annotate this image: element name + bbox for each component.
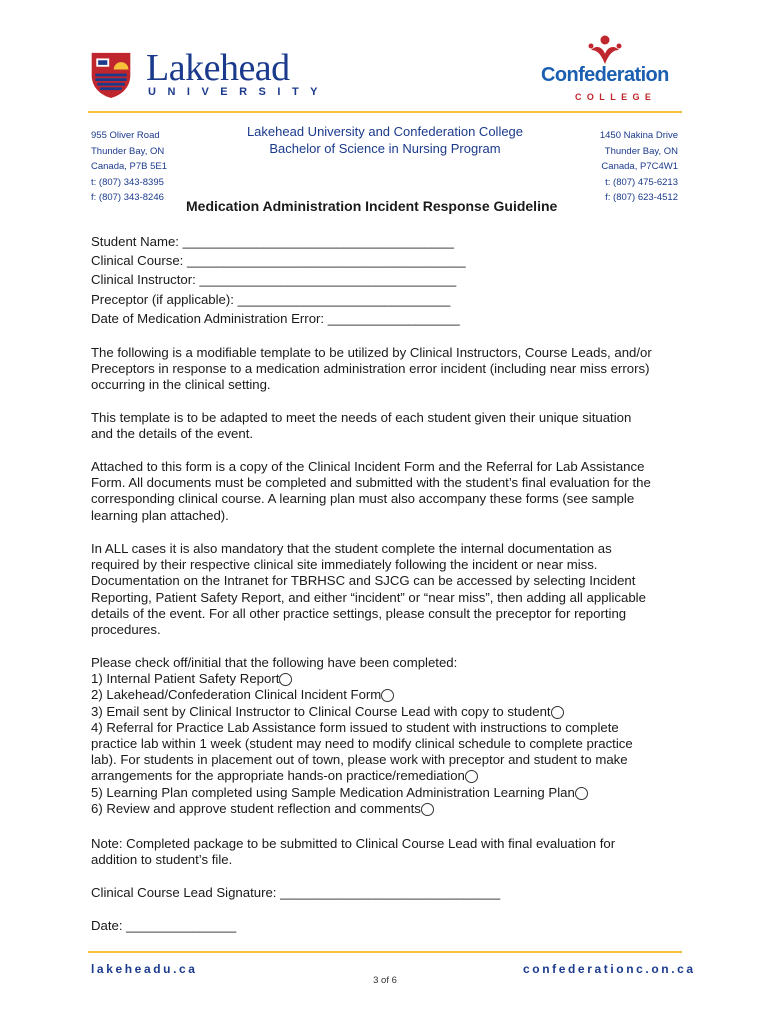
signature-field[interactable]: Clinical Course Lead Signature: ______________________________ — [91, 885, 501, 900]
student-name-field[interactable]: Student Name: _____________________________________ — [91, 234, 454, 249]
text-line: Reporting, Patient Safety Report, and either “incident” or “near miss”, then adding all applicable — [91, 589, 646, 605]
text-line: and the details of the event. — [91, 426, 254, 442]
checklist-item-label: 4) Referral for Practice Lab Assistance form issued to student with instructions to complete — [91, 719, 619, 735]
footer-divider — [88, 951, 682, 953]
checklist-item — [91, 720, 686, 785]
checklist-item-label: arrangements for the appropriate hands-on practice/remediation — [91, 768, 465, 784]
checklist-item — [91, 704, 686, 720]
checkbox-circle[interactable] — [421, 803, 434, 816]
checkbox-circle[interactable] — [279, 673, 292, 686]
checklist — [91, 655, 686, 817]
address-fax: f: (807) 623-4512 — [605, 192, 678, 203]
address-line: 1450 Nakina Drive — [599, 130, 678, 141]
text-line: addition to student’s file. — [91, 852, 233, 868]
confederation-wordmark: Confederation — [541, 64, 669, 86]
checklist-item-label: 6) Review and approve student reflection and comments — [91, 800, 421, 816]
text-line: corresponding clinical course. A learning plan must also accompany these forms (see sample — [91, 491, 635, 507]
checklist-item-label: 3) Email sent by Clinical Instructor to Clinical Course Lead with copy to student — [91, 703, 551, 719]
text-line: This template is to be adapted to meet the needs of each student given their unique situation — [91, 410, 632, 425]
error-date-field[interactable]: Date of Medication Administration Error: __________________ — [91, 310, 460, 326]
institution-heading — [200, 123, 570, 157]
text-line: Form. All documents must be completed and submitted with the student’s final evaluation for the — [91, 475, 651, 491]
lakehead-url[interactable]: lakeheadu.ca — [91, 962, 198, 976]
checklist-item — [91, 687, 686, 703]
address-line: Canada, P7C4W1 — [601, 161, 678, 172]
note — [91, 836, 686, 868]
preceptor-field[interactable]: Preceptor (if applicable): _____________________________ — [91, 291, 451, 307]
lakehead-subtitle: UNIVERSITY — [148, 86, 330, 98]
student-info-fields — [91, 232, 466, 328]
text-line: occurring in the clinical setting. — [91, 377, 271, 393]
text-line: Documentation on the Intranet for TBRHSC and SJCG can be accessed by selecting Incident — [91, 573, 636, 589]
address-line: Canada, P7B 5E1 — [91, 161, 168, 172]
lakehead-wordmark: Lakehead — [146, 47, 290, 89]
date-field[interactable]: Date: _______________ — [91, 918, 237, 933]
lakehead-crest-icon — [88, 50, 134, 100]
text-line: details of the event. For all other practice settings, please consult the preceptor for reporting — [91, 605, 627, 621]
clinical-course-field[interactable]: Clinical Course: ______________________________________ — [91, 253, 466, 269]
confederation-subtitle: COLLEGE — [575, 92, 657, 102]
text-line: The following is a modifiable template to be utilized by Clinical Instructors, Course Leads, and/or — [91, 345, 652, 360]
confederation-address — [600, 128, 678, 206]
text-line: Attached to this form is a copy of the Clinical Incident Form and the Referral for Lab Assistance — [91, 459, 645, 474]
text-line: Note: Completed package to be submitted to Clinical Course Lead with final evaluation for — [91, 836, 616, 851]
address-phone: t: (807) 475-6213 — [605, 176, 678, 188]
address-line: Thunder Bay, ON — [604, 145, 678, 157]
text-line: required by their respective clinical site immediately following the incident or near miss. — [91, 557, 598, 573]
text-line: In ALL cases it is also mandatory that the student complete the internal documentation as — [91, 541, 612, 556]
checklist-item-label: 5) Learning Plan completed using Sample Medication Administration Learning Plan — [91, 784, 575, 800]
paragraph-attachments — [91, 459, 686, 524]
program-line: Bachelor of Science in Nursing Program — [269, 141, 501, 156]
paragraph-purpose — [91, 345, 686, 394]
text-line: Preceptors in response to a medication administration error incident (including near miss errors) — [91, 361, 650, 377]
checklist-item-label: 2) Lakehead/Confederation Clinical Incident Form — [91, 687, 382, 703]
checkbox-circle[interactable] — [575, 787, 588, 800]
lakehead-address — [91, 128, 167, 206]
address-fax: f: (807) 343-8246 — [91, 192, 164, 203]
checklist-item-label: lab). For students in placement out of town, please work with preceptor and student to make — [91, 752, 628, 768]
page-number: 3 of 6 — [373, 975, 397, 986]
address-line: 955 Oliver Road — [91, 130, 160, 141]
paragraph-adapt — [91, 410, 686, 442]
checklist-item — [91, 785, 686, 801]
checkbox-circle[interactable] — [551, 706, 564, 719]
confederation-url[interactable]: confederationc.on.ca — [523, 962, 696, 976]
address-line: Thunder Bay, ON — [91, 145, 165, 157]
text-line: learning plan attached). — [91, 507, 229, 523]
institution-line: Lakehead University and Confederation College — [246, 124, 524, 139]
checklist-item-label: 1) Internal Patient Safety Report — [91, 671, 280, 687]
checklist-item — [91, 671, 686, 687]
paragraph-mandatory — [91, 541, 686, 638]
checkbox-circle[interactable] — [465, 770, 478, 783]
text-line: procedures. — [91, 622, 161, 638]
header-divider — [88, 111, 682, 113]
checkbox-circle[interactable] — [381, 689, 394, 702]
document-title: Medication Administration Incident Response Guideline — [186, 198, 558, 214]
checklist-item-label: practice lab within 1 week (student may need to modify clinical schedule to complete practice — [91, 736, 633, 752]
address-phone: t: (807) 343-8395 — [91, 176, 164, 188]
clinical-instructor-field[interactable]: Clinical Instructor: ___________________________________ — [91, 272, 457, 288]
checklist-item — [91, 801, 686, 817]
checklist-intro: Please check off/initial that the following have been completed: — [91, 655, 458, 670]
